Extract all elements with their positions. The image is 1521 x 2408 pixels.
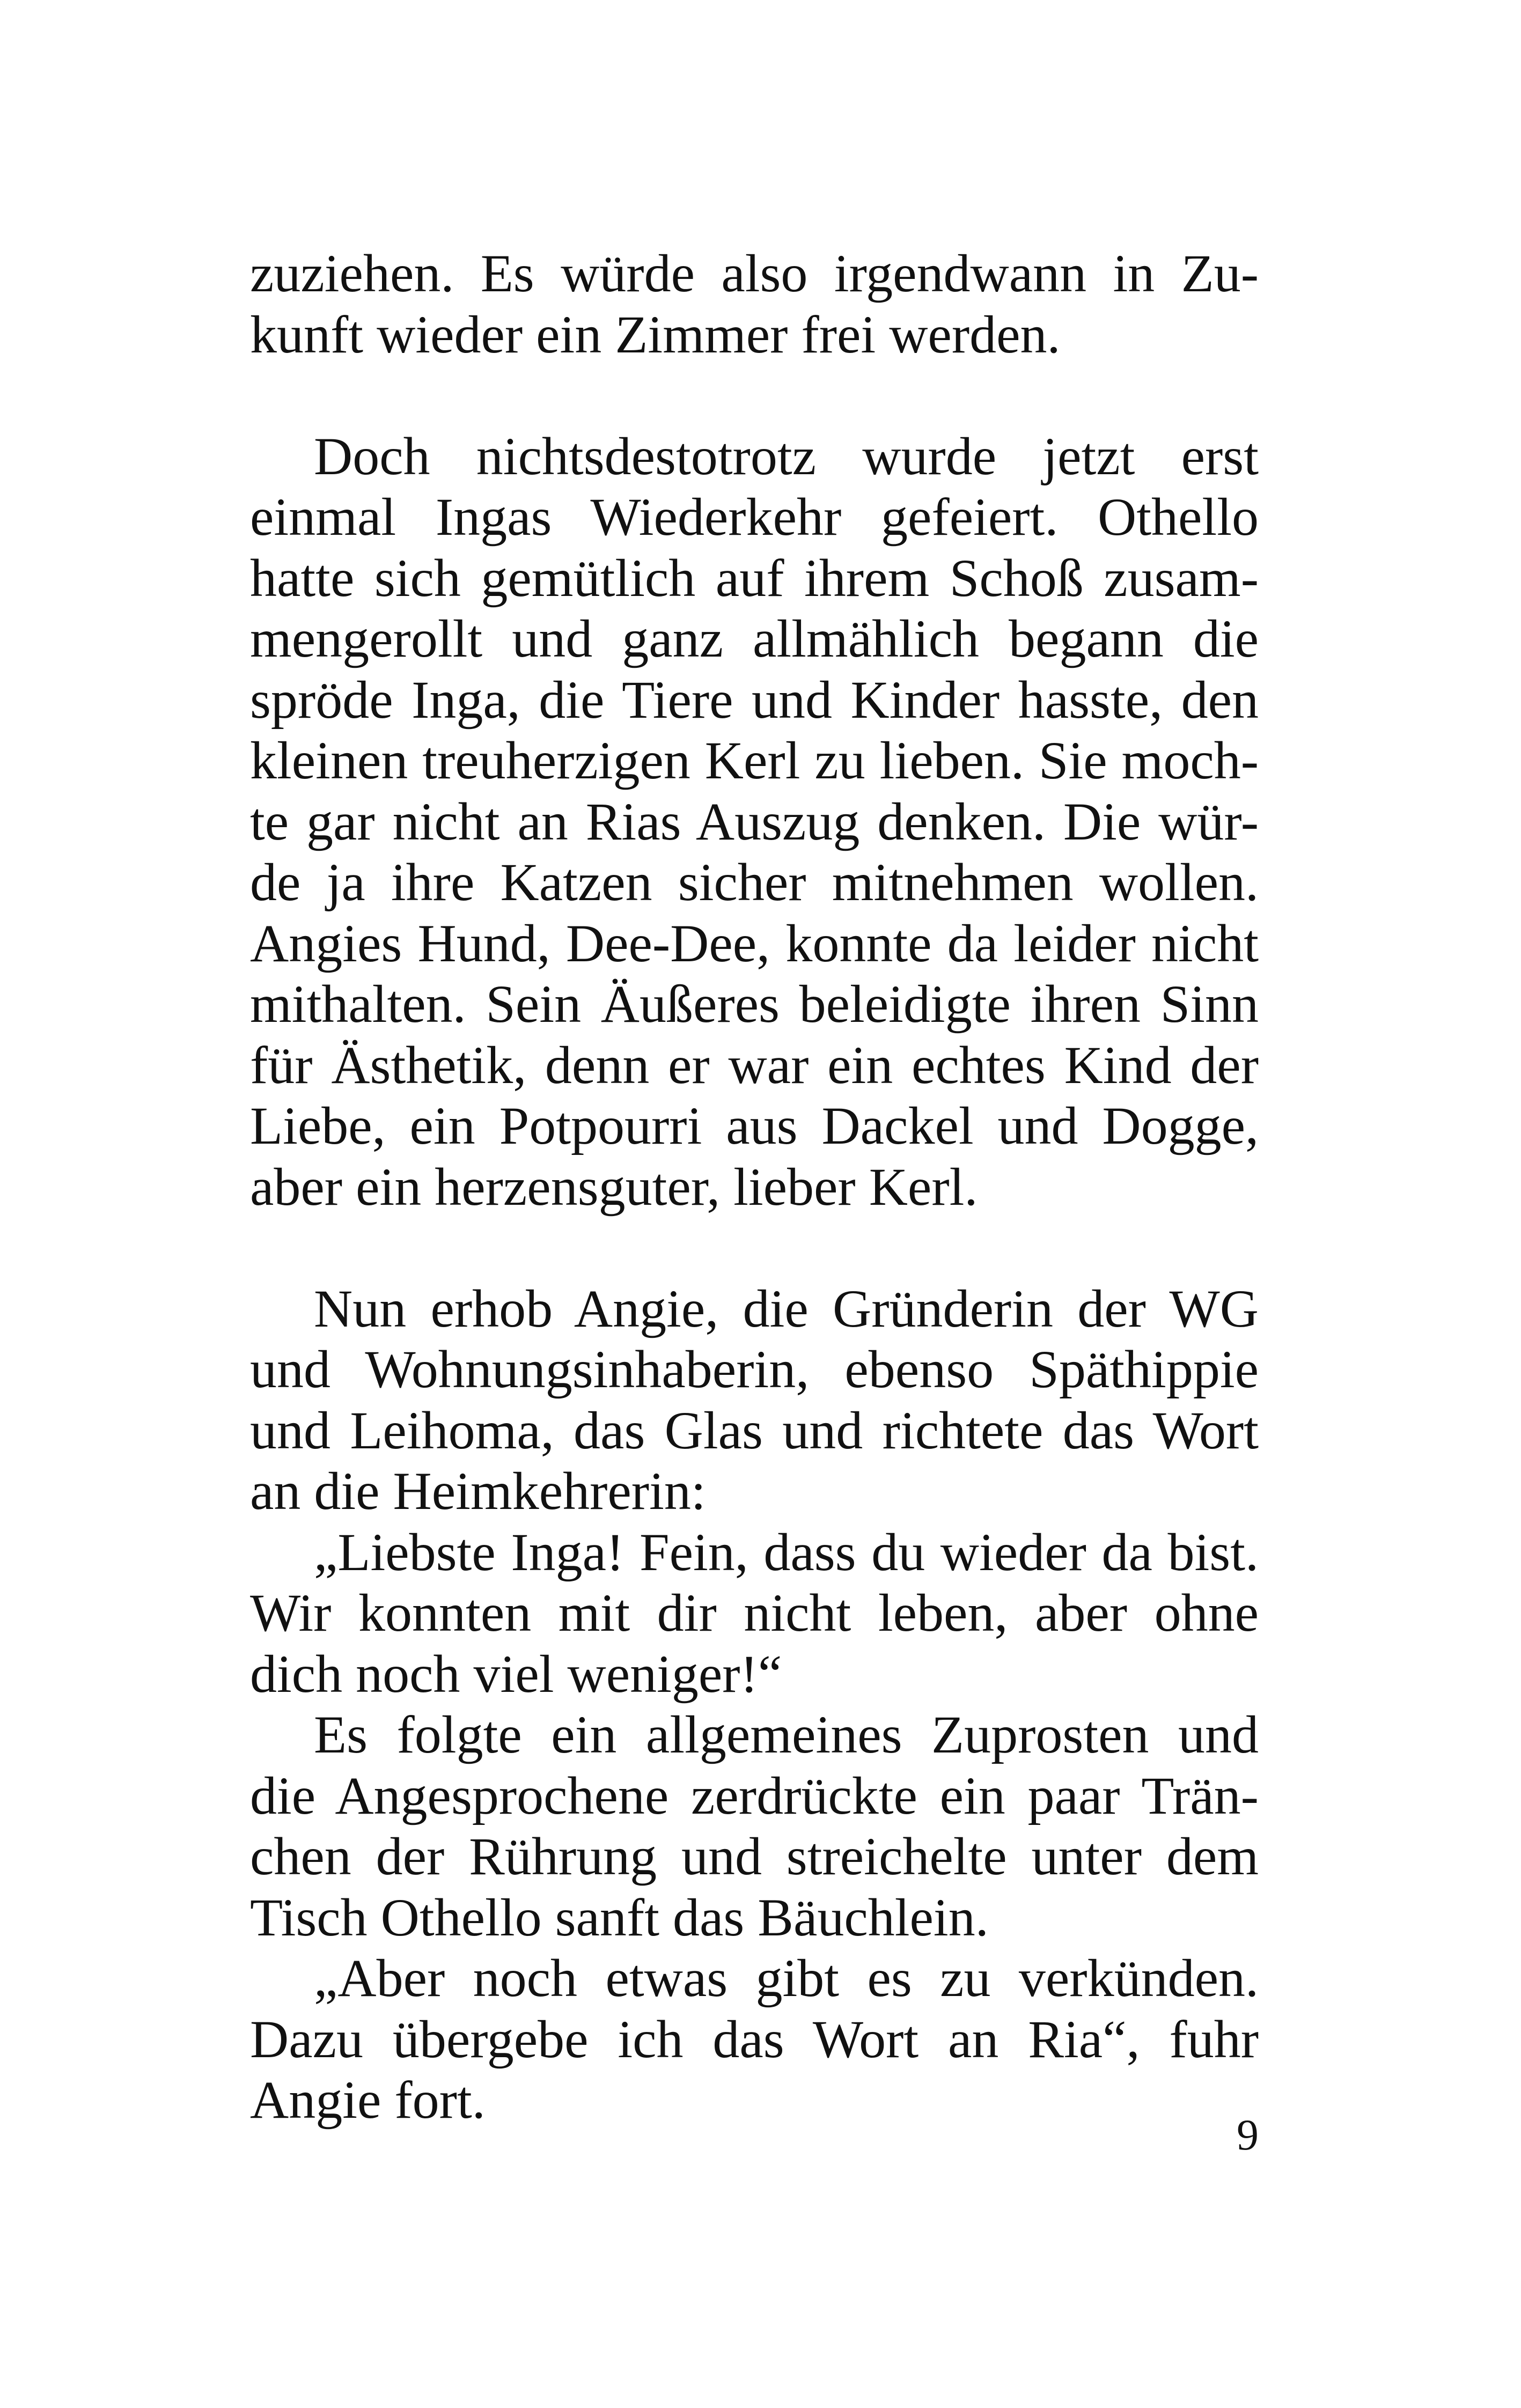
- text-line: Nun erhob Angie, die Gründerin der WG: [314, 1278, 1259, 1338]
- text-line: Dazu übergebe ich das Wort an Ria“, fuhr: [250, 2009, 1259, 2069]
- text-line: kleinen treuherzigen Kerl zu lieben. Sie moch-: [250, 731, 1259, 790]
- text-line: hatte sich gemütlich auf ihrem Schoß zusam-: [250, 548, 1259, 608]
- text-line: mithalten. Sein Äußeres beleidigte ihren Sinn: [250, 974, 1259, 1034]
- text-line: Tisch Othello sanft das Bäuchlein.: [250, 1887, 989, 1947]
- text-line: und Wohnungsinhaberin, ebenso Späthippie: [250, 1339, 1259, 1399]
- text-line: Wir konnten mit dir nicht leben, aber ohne: [250, 1583, 1259, 1643]
- text-line: Es folgte ein allgemeines Zuprosten und: [314, 1705, 1259, 1764]
- text-line: Angie fort.: [250, 2070, 486, 2130]
- text-line: spröde Inga, die Tiere und Kinder hasste, den: [250, 669, 1259, 730]
- text-line: Liebe, ein Potpourri aus Dackel und Dogge,: [250, 1096, 1259, 1155]
- text-line: te gar nicht an Rias Auszug denken. Die wür-: [250, 791, 1259, 851]
- text-line: mengerollt und ganz allmählich begann die: [250, 609, 1259, 668]
- text-line: de ja ihre Katzen sicher mitnehmen wollen.: [250, 852, 1259, 912]
- text-line: kunft wieder ein Zimmer frei werden.: [250, 304, 1061, 364]
- text-line: die Angesprochene zerdrückte ein paar Trän-: [250, 1765, 1259, 1825]
- text-line: chen der Rührung und streichelte unter dem: [250, 1827, 1259, 1886]
- text-line: „Liebste Inga! Fein, dass du wieder da bist.: [314, 1522, 1259, 1582]
- text-line: einmal Ingas Wiederkehr gefeiert. Othello: [250, 487, 1259, 547]
- text-line: „Aber noch etwas gibt es zu verkünden.: [314, 1948, 1259, 2008]
- page-number: 9: [1237, 2110, 1259, 2159]
- text-line: dich noch viel weniger!“: [250, 1644, 782, 1704]
- body-text: [250, 243, 1259, 2131]
- text-line: für Ästhetik, denn er war ein echtes Kind der: [250, 1035, 1259, 1095]
- text-line: zuziehen. Es würde also irgendwann in Zu-: [250, 244, 1259, 303]
- paragraph-gap: [250, 1217, 1259, 1278]
- text-line: Angies Hund, Dee-Dee, konnte da leider nicht: [250, 913, 1259, 973]
- text-line: aber ein herzensguter, lieber Kerl.: [250, 1157, 978, 1217]
- paragraph-gap: [250, 365, 1259, 426]
- text-line: an die Heimkehrerin:: [250, 1461, 706, 1521]
- text-line: und Leihoma, das Glas und richtete das Wort: [250, 1400, 1259, 1460]
- text-line: Doch nichtsdestotrotz wurde jetzt erst: [314, 426, 1259, 486]
